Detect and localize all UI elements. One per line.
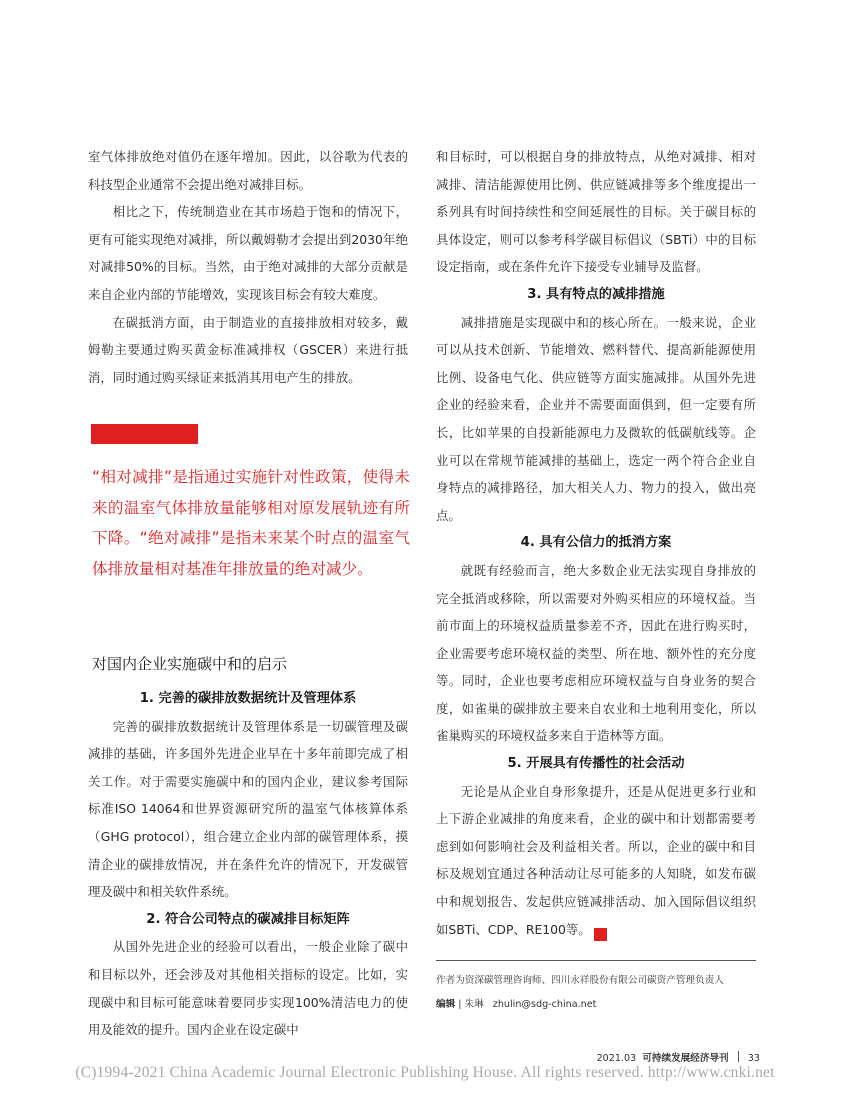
body-paragraph [436, 778, 756, 944]
right-column [436, 143, 756, 943]
body-paragraph: 就既有经验而言，绝大多数企业无法实现自身排放的完全抵消或移除，所以需要对外购买相应的环境权益。当前市面上的环境权益质量参差不齐，因此在进行购买时，企业需要考虑环境权益的类型、所在地、额外性的充分度等。同时，企业也要考虑相应环境权益与自身业务的契合度，如雀巢的碳排放主要来自农业和土地利用变化，所以雀巢购买的环境权益多来自于造林等方面。 [436, 562, 756, 744]
body-paragraph: 室气体排放绝对值仍在逐年增加。因此，以谷歌为代表的科技型企业通常不会提出绝对减排目标。 [88, 149, 408, 192]
subheading: 3. 具有特点的减排措施 [527, 286, 665, 302]
end-mark-icon: ✔ [594, 928, 607, 941]
author-note: 作者为资深碳管理咨询师、四川永祥股份有限公司碳资产管理负责人 [436, 975, 724, 986]
journal-name: 可持续发展经济导刊 [642, 1053, 729, 1064]
copyright-watermark: (C)1994-2021 China Academic Journal Electronic Publishing House. All rights reserved. http://www.cnki.net [75, 1064, 775, 1081]
paragraph-text: 无论是从企业自身形象提升，还是从促进更多行业和上下游企业减排的角度来看，企业的碳中和计划都需要考虑到如何影响社会及利益相关者。所以，企业的碳中和目标及规划宜通过各种活动让尽可能多的人知晓，如发布碳中和规划报告、发起供应链减排活动、加入国际倡议组织如SBTi、CDP、RE100等。 [436, 783, 756, 937]
issue-number: 2021.03 [596, 1053, 637, 1064]
subheading: 4. 具有公信力的抵消方案 [520, 535, 672, 551]
editor-separator: | [458, 999, 462, 1010]
body-paragraph: 和目标时，可以根据自身的排放特点，从绝对减排、相对减排、清洁能源使用比例、供应链减排等多个维度提出一系列具有时间持续性和空间延展性的目标。关于碳目标的具体设定，则可以参考科学碳目标倡议（SBTi）中的目标设定指南，或在条件允许下接受专业辅导及监督。 [436, 149, 756, 275]
body-paragraph: 从国外先进企业的经验可以看出，一般企业除了碳中和目标以外，还会涉及对其他相关指标的设定。比如，实现碳中和目标可能意味着要同步实现100%清洁电力的使用及能效的提升。国内企业在设定碳中 [88, 939, 408, 1038]
editor-name: 朱琳 [464, 999, 484, 1010]
body-paragraph: 减排措施是实现碳中和的核心所在。一般来说，企业可以从技术创新、节能增效、燃料替代、提高新能源使用比例、设备电气化、供应链等方面实施减排。从国外先进企业的经验来看，企业并不需要面面俱到，但一定要有所长，比如苹果的自投新能源电力及微软的低碳航线等。企业可以在常规节能减排的基础上，选定一两个符合企业自身特点的减排路径，加大相关人力、物力的投入，做出亮点。 [436, 314, 756, 523]
subheading: 2. 符合公司特点的碳减排目标矩阵 [146, 911, 350, 927]
body-paragraph: 在碳抵消方面，由于制造业的直接排放相对较多，戴姆勒主要通过购买黄金标准减排权（GSCER）来进行抵消，同时通过购买绿证来抵消其用电产生的排放。 [88, 314, 408, 385]
body-paragraph: 完善的碳排放数据统计及管理体系是一切碳管理及碳减排的基础，许多国外先进企业早在十多年前即完成了相关工作。对于需要实施碳中和的国内企业，建议参考国际标准ISO 14064和世界资源研究所的温室气体核算体系（GHG protocol），组合建立企业内部的碳管理体系，摸清企业的碳排放情况，并在条件允许的情况下，开发碳管理及碳中和相关软件系统。 [88, 718, 408, 900]
subheading: 1. 完善的碳排放数据统计及管理体系 [139, 691, 357, 706]
page-number: 33 [747, 1053, 760, 1064]
left-column-lower [88, 685, 408, 1044]
editor-label: 编辑 [436, 999, 456, 1010]
divider [436, 960, 756, 961]
subheading: 5. 开展具有传播性的社会活动 [507, 756, 685, 772]
red-accent-bar [91, 424, 198, 444]
pull-quote: “相对减排”是指通过实施针对性政策，使得未来的温室气体排放量能够相对原发展轨迹有所下降。“绝对减排”是指未来某个时点的温室气体排放量相对基准年排放量的绝对减少。 [92, 468, 410, 578]
body-paragraph: 相比之下，传统制造业在其市场趋于饱和的情况下，更有可能实现绝对减排，所以戴姆勒才会提出到2030年绝对减排50%的目标。当然，由于绝对减排的大部分贡献是来自企业内部的节能增效，实现该目标会有较大难度。 [88, 204, 408, 302]
editor-email: zhulin@sdg-china.net [492, 999, 597, 1010]
section-title: 对国内企业实施碳中和的启示 [92, 655, 288, 673]
left-column [88, 143, 408, 391]
editor-line [436, 998, 596, 1012]
footer-separator [738, 1051, 739, 1062]
